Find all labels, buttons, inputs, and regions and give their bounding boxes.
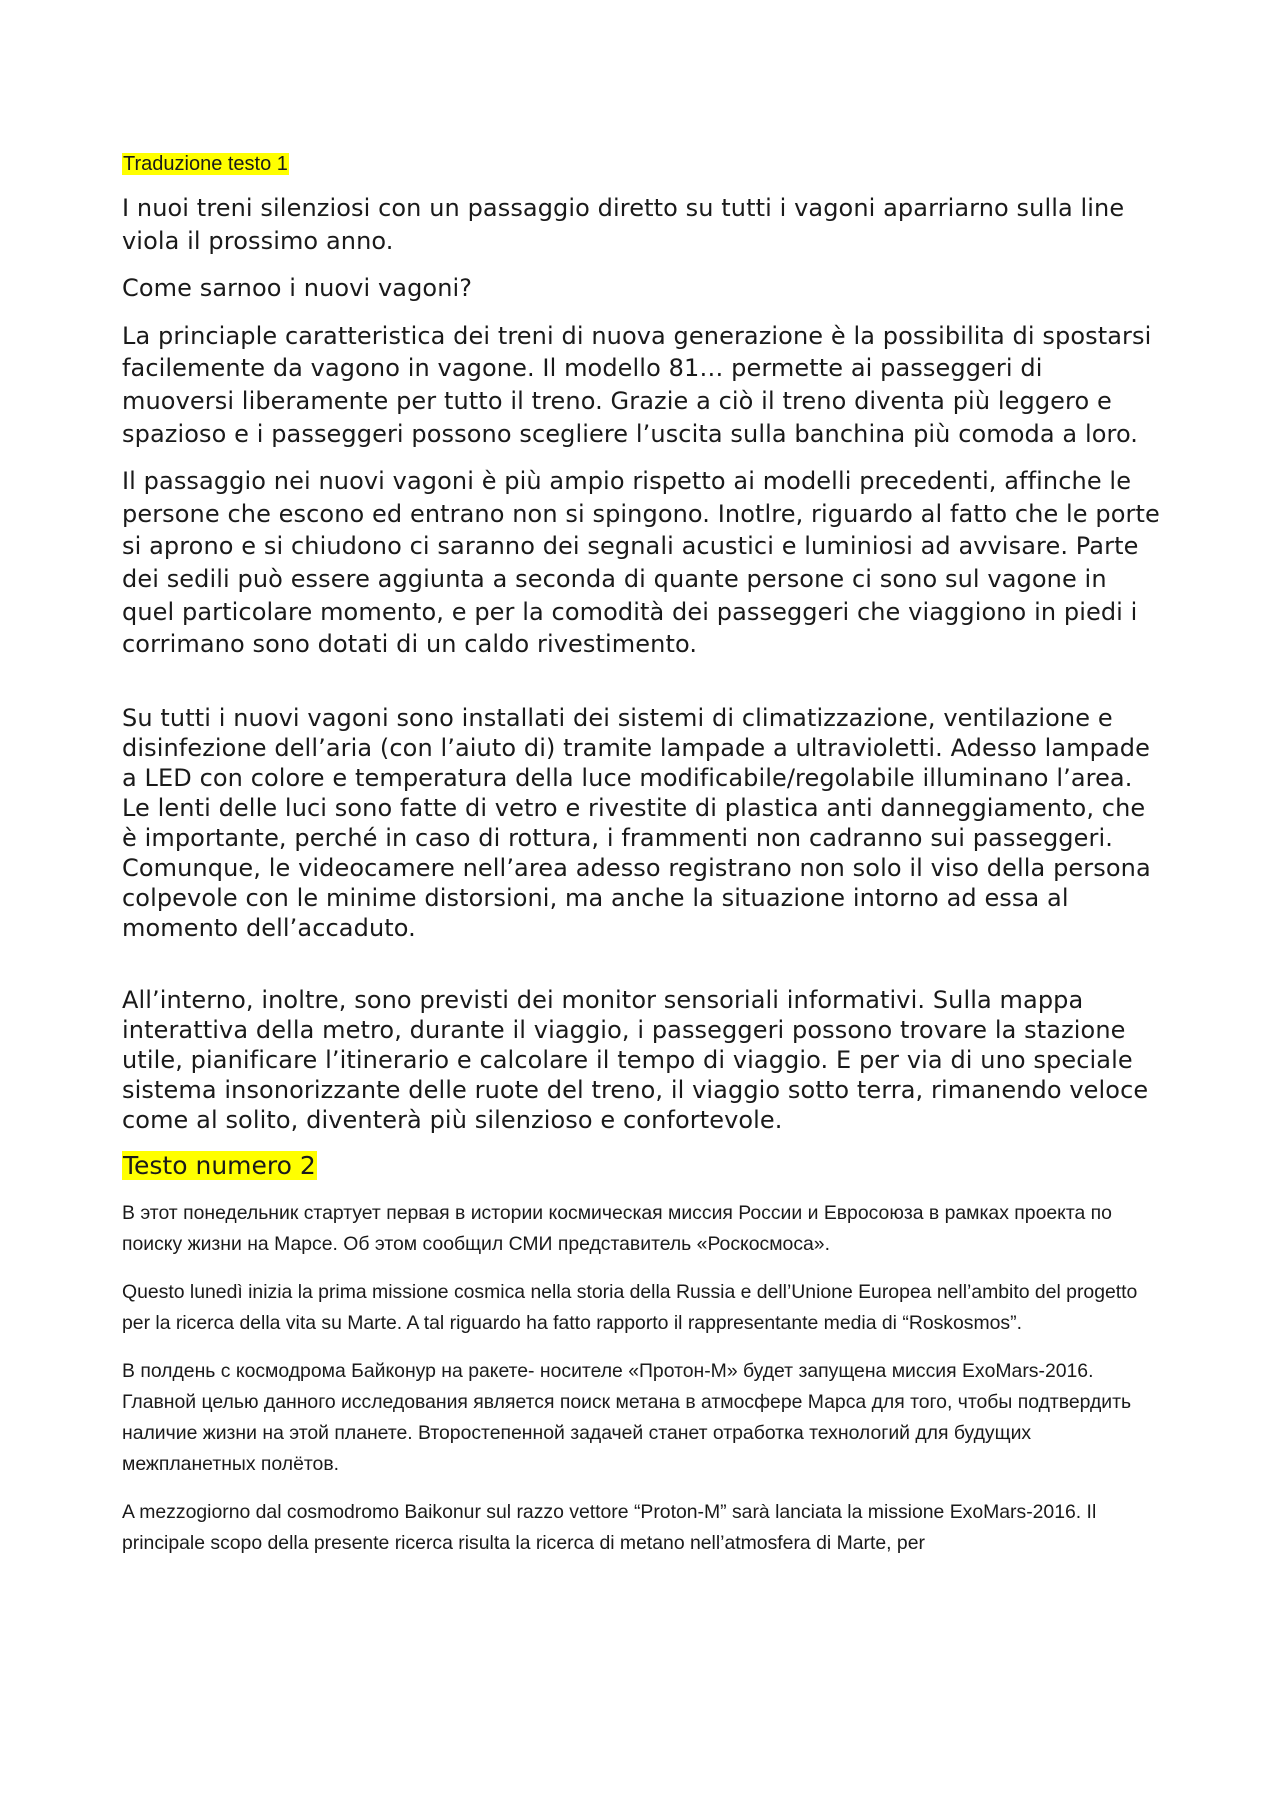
paragraph: В полдень с космодрома Байконур на ракете- носителе «Протон-М» будет запущена миссия ExoMars-2016. Главной целью данного исследования является поиск метана в атмосфере Марса для того, чтобы подтвердить наличие жизни на этой планете. Второстепенной задачей станет отработка технологий для будущих межпланетных полётов.: [122, 1359, 1132, 1475]
paragraph: Su tutti i nuovi vagoni sono installati dei sistemi di climatizzazione, ventilazione e disinfezione dell’aria (con l’aiuto di) tramite lampade a ultravioletti. Adesso lampade a LED con colore e temperatura della luce modificabile/regolabile illuminano l’area. Le lenti delle luci sono fatte di vetro e rivestite di plastica anti danneggiamento, che è importante, perché in caso di rottura, i frammenti non cadranno sui passeggeri. Comunque, le videocamere nell’area adesso registrano non solo il viso della persona colpevole con le minime distorsioni, ma anche la situazione intorno ad essa al momento dell’accaduto.: [122, 703, 1151, 942]
paragraph: В этот понедельник стартует первая в истории космическая миссия России и Евросоюза в рамках проекта по поиску жизни на Марсе. Об этом сообщил СМИ представитель «Роскосмоса».: [122, 1201, 1112, 1255]
paragraph: All’interno, inoltre, sono previsti dei monitor sensoriali informativi. Sulla mappa interattiva della metro, durante il viaggio, i passeggeri possono trovare la stazione utile, pianificare l’itinerario e calcolare il tempo di viaggio. E per via di uno speciale sistema insonorizzante delle ruote del treno, il viaggio sotto terra, rimanendo veloce come al solito, diventerà più silenzioso e confortevole.: [122, 985, 1149, 1134]
paragraph: Questo lunedì inizia la prima missione cosmica nella storia della Russia e dell’Unione Europea nell’ambito del progetto per la ricerca della vita su Marte. A tal riguardo ha fatto rapporto il rappresentante media di “Roskosmos”.: [122, 1280, 1138, 1334]
paragraph: Il passaggio nei nuovi vagoni è più ampio rispetto ai modelli precedenti, affinche le persone che escono ed entrano non si spingono. Inotlre, riguardo al fatto che le porte si aprono e si chiudono ci saranno dei segnali acustici e luminiosi ad avvisare. Parte dei sedili può essere aggiunta a seconda di quante persone ci sono sul vagone in quel particolare momento, e per la comodità dei passeggeri che viaggiono in piedi i corrimano sono dotati di un caldo rivestimento.: [122, 467, 1160, 659]
paragraph: A mezzogiorno dal cosmodromo Baikonur sul razzo vettore “Proton-M” sarà lanciata la missione ExoMars-2016. Il principale scopo della presente ricerca risulta la ricerca di metano nell’atmosfera di Marte, per: [122, 1500, 1097, 1554]
paragraph: I nuoi treni silenziosi con un passaggio diretto su tutti i vagoni aparriarno sulla line viola il prossimo anno.: [122, 194, 1125, 255]
paragraph: Come sarnoo i nuovi vagoni?: [122, 274, 473, 303]
section1-heading-text: Traduzione testo 1: [123, 153, 288, 175]
section1-heading: [122, 150, 1160, 178]
section2-heading: [122, 1150, 1160, 1182]
paragraph: La princiaple caratteristica dei treni di nuova generazione è la possibilita di spostarsi facilemente da vagono in vagone. Il modello 81… permette ai passeggeri di muoversi liberamente per tutto il treno. Grazie a ciò il treno diventa più leggero e spazioso e i passeggeri possono scegliere l’uscita sulla banchina più comoda a loro.: [122, 321, 1152, 448]
section2-heading-text: Testo numero 2: [123, 1150, 316, 1180]
